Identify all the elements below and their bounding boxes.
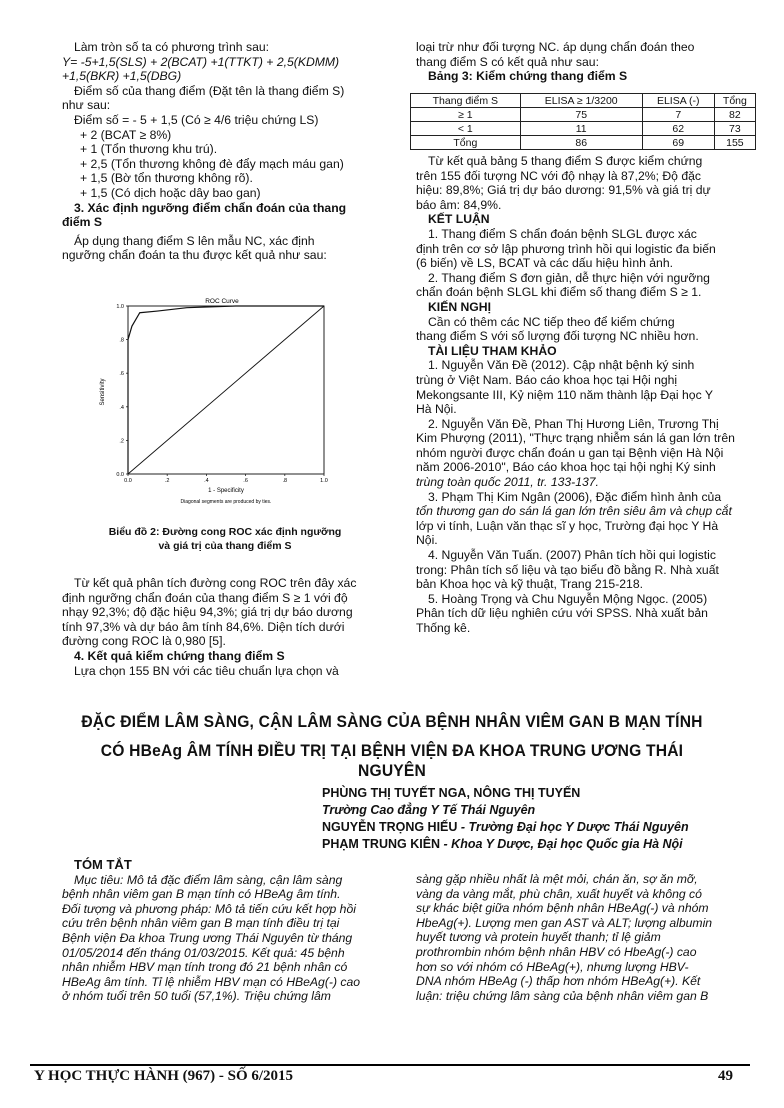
chart-title: ROC Curve xyxy=(205,298,239,305)
table-header-cell: Thang điểm S xyxy=(411,94,521,108)
abstract-line: sàng gặp nhiều nhất là mệt mỏi, chán ăn, sợ ăn mỡ, xyxy=(416,872,698,886)
text-line: + 1,5 (Bờ tổn thương không rõ). xyxy=(80,171,253,186)
abstract-line: hơn so với nhóm có HBeAg(+), nhưng lượng HBV- xyxy=(416,959,689,974)
text-line: đường cong ROC là 0,980 [5]. xyxy=(62,634,226,649)
table-cell: 11 xyxy=(520,122,642,136)
y-axis-label: Sensitivity xyxy=(100,378,106,406)
reference-line: năm 2006-2010", Báo cáo khoa học tại hội nghị Ký sinh xyxy=(416,460,716,475)
table-header-row xyxy=(411,94,756,108)
abstract-line: Đối tượng và phương pháp: Mô tả tiến cứu kết hợp hồi xyxy=(62,901,356,916)
page-number: 49 xyxy=(718,1068,733,1084)
table-row xyxy=(411,136,756,150)
author-name: PHÙNG THỊ TUYẾT NGA, NÔNG THỊ TUYẾN xyxy=(322,786,581,800)
x-tick-label: 1.0 xyxy=(320,478,328,484)
section-heading: KẾT LUẬN xyxy=(428,212,490,227)
table-cell: Tổng xyxy=(411,136,521,150)
table-cell: 73 xyxy=(714,122,755,136)
abstract-line: nhân nhiễm HBV mạn tính trong đó 21 bệnh nhân có xyxy=(62,960,348,975)
reference-line: 4. Nguyễn Văn Tuấn. (2007) Phân tích hồi qui logistic xyxy=(428,548,716,563)
reference-line: Hà Nội. xyxy=(416,402,457,417)
table-cell: 7 xyxy=(642,108,714,122)
author-name: PHẠM TRUNG KIÊN xyxy=(322,837,441,851)
equation-line: +1,5(BKR) +1,5(DBG) xyxy=(62,69,182,84)
abstract-heading: TÓM TẮT xyxy=(74,857,132,872)
abstract-line: 01/05/2014 đến tháng 01/03/2015. Kết quả: 45 bệnh xyxy=(62,945,345,960)
reference-line: Thống kê. xyxy=(416,621,471,635)
text-line: + 1 (Tổn thương khu trú). xyxy=(80,142,218,157)
x-tick-label: .8 xyxy=(282,478,288,484)
reference-line: Kim Phượng (2011), "Thực trạng nhiễm sán lá gan lớn trên xyxy=(416,431,735,446)
reference-line: 2. Nguyễn Văn Đề, Phan Thị Hương Liên, Trương Thị xyxy=(428,416,719,431)
text-line: nhạy 92,3%; độ đặc hiệu 94,3%; giá trị dự báo dương xyxy=(62,605,353,620)
text-line: Áp dụng thang điểm S lên mẫu NC, xác định xyxy=(74,233,315,248)
abstract-line: vàng da vàng mắt, phù chân, xuất huyết và không có xyxy=(416,886,702,901)
table-cell: 62 xyxy=(642,122,714,136)
roc-chart xyxy=(92,296,342,508)
text-line: trên 155 đối tượng NC với độ nhạy là 87,2%; Độ đặc xyxy=(416,168,701,183)
x-tick-label: .6 xyxy=(243,478,248,484)
x-axis-label: 1 - Specificity xyxy=(208,488,244,494)
section-heading: KIẾN NGHỊ xyxy=(428,299,491,314)
table-header-cell: ELISA (-) xyxy=(642,94,714,108)
reference-line: 1. Nguyễn Văn Đề (2012). Cập nhật bệnh ký sinh xyxy=(428,358,695,373)
left-column-top xyxy=(62,40,390,263)
section-heading: điểm S xyxy=(62,215,102,230)
table-cell: < 1 xyxy=(411,122,521,136)
table-cell: 82 xyxy=(714,108,755,122)
text-line: Điểm số = - 5 + 1,5 (Có ≥ 4/6 triệu chứng LS) xyxy=(74,112,319,127)
abstract-line: ở nhóm tuổi trên 50 tuổi (57,1%). Triệu chứng lâm xyxy=(62,989,331,1004)
reference-line: Nội. xyxy=(416,533,438,548)
author-affiliation: - Trường Đại học Y Dược Thái Nguyên xyxy=(457,820,689,834)
text-line: Điểm số của thang điểm (Đặt tên là thang điểm S) xyxy=(74,83,345,98)
text-line: ngưỡng chẩn đoán ta thu được kết quả như sau: xyxy=(62,248,327,263)
text-line: loại trừ như đối tượng NC. áp dụng chẩn đoán theo xyxy=(416,40,695,54)
text-line: 2. Thang điểm S đơn giản, dễ thực hiện với ngưỡng xyxy=(428,270,710,285)
text-line: Từ kết quả bảng 5 thang điểm S được kiểm chứng xyxy=(428,154,703,168)
abstract-line: bệnh nhân viêm gan B mạn tính có HBeAg âm tính. xyxy=(62,887,341,902)
text-line: + 2,5 (Tổn thương không đè đẩy mạch máu gan) xyxy=(80,156,344,171)
text-line: thang điểm S với số lượng đối tượng NC nhiều hơn. xyxy=(416,329,699,344)
reference-line: lớp vi tính, Luận văn thạc sĩ y học, Trường đại học Y Hà xyxy=(416,518,719,533)
table-header-cell: ELISA ≥ 1/3200 xyxy=(520,94,642,108)
author-affiliation: Trường Cao đẳng Y Tế Thái Nguyên xyxy=(322,803,536,817)
article-title-line: CÓ HBeAg ÂM TÍNH ĐIỀU TRỊ TẠI BỆNH VIỆN ĐA KHOA TRUNG ƯƠNG THÁI NGUYÊN xyxy=(100,741,684,780)
table-cell: ≥ 1 xyxy=(411,108,521,122)
right-column-intro xyxy=(416,40,752,84)
left-column-bottom xyxy=(62,576,390,678)
abstract-line: luận: triệu chứng lâm sàng của bệnh nhân viêm gan B xyxy=(416,988,709,1003)
text-line: tính 97,3% và dự báo âm tính 84,6%. Diện tích dưới xyxy=(62,619,345,634)
abstract-right xyxy=(416,872,752,1003)
reference-line: bản Khoa học và kỹ thuật, Trang 215-218. xyxy=(416,577,643,592)
text-line: + 1,5 (Có dịch hoặc dây bao gan) xyxy=(80,185,261,200)
abstract-left xyxy=(62,858,390,1004)
text-line: chẩn đoán bệnh SLGL khi điểm số thang điểm S ≥ 1. xyxy=(416,285,702,300)
right-column-body xyxy=(416,154,752,636)
text-line: Cần có thêm các NC tiếp theo để kiểm chứng xyxy=(428,314,675,329)
reference-line: tổn thương gan do sán lá gan lớn trên siêu âm và chụp cắt xyxy=(416,504,732,519)
text-line: 1. Thang điểm S chẩn đoán bệnh SLGL được xác xyxy=(428,226,697,241)
author-name: NGUYỄN TRỌNG HIẾU xyxy=(322,820,458,834)
reference-line: trong: Phân tích số liệu và tạo biểu đồ bằng R. Nhà xuất xyxy=(416,562,719,577)
x-tick-label: 0.0 xyxy=(124,478,132,484)
equation-line: Y= -5+1,5(SLS) + 2(BCAT) +1(TTKT) + 2,5(KDMM) xyxy=(62,54,340,69)
section-heading: TÀI LIỆU THAM KHẢO xyxy=(428,343,557,358)
table-cell: 155 xyxy=(714,136,755,150)
abstract-line: HBeAg âm tính. Tỉ lệ nhiễm HBV mạn có HBeAg(-) cao xyxy=(62,974,361,989)
abstract-line: cứu trên bệnh nhân viêm gan B mạn tính điều trị tại xyxy=(62,916,340,931)
abstract-line: sự khác biệt giữa nhóm bệnh nhân HBeAg(-) và nhóm xyxy=(416,901,709,916)
journal-name: Y HỌC THỰC HÀNH (967) - SỐ 6/2015 xyxy=(34,1068,294,1084)
footer-rule xyxy=(30,1064,750,1066)
reference-line: Mekongsante III, Kỷ niệm 110 năm thành lập Đại học Y xyxy=(416,387,713,402)
caption-line: và giá trị của thang điểm S xyxy=(158,540,292,552)
abstract-line: DNA nhóm HBeAg (-) thấp hơn nhóm HBeAg(+). Kết xyxy=(416,974,701,989)
reference-line: nhóm người được chẩn đoán u gan tại Bệnh viện Hà Nội xyxy=(416,445,724,460)
author-affiliation: - Khoa Y Dược, Đại học Quốc gia Hà Nội xyxy=(440,837,683,851)
text-line: Làm tròn số ta có phương trình sau: xyxy=(74,40,270,54)
article-title-line: ĐẶC ĐIỂM LÂM SÀNG, CẬN LÂM SÀNG CỦA BỆNH NHÂN VIÊM GAN B MẠN TÍNH xyxy=(81,712,703,731)
text-line: (6 biến) về LS, BCAT và các dấu hiệu hình ảnh. xyxy=(416,256,673,271)
caption-line: Biểu đồ 2: Đường cong ROC xác định ngưỡng xyxy=(108,526,342,538)
text-line: như sau: xyxy=(62,98,111,113)
figure-caption xyxy=(90,525,360,553)
section-heading: 3. Xác định ngưỡng điểm chẩn đoán của thang xyxy=(74,200,347,215)
table-cell: 69 xyxy=(642,136,714,150)
y-tick-label: .4 xyxy=(119,404,124,411)
x-tick-label: .4 xyxy=(204,478,209,484)
text-line: + 2 (BCAT ≥ 8%) xyxy=(80,127,172,142)
validation-table xyxy=(410,93,756,150)
table-row xyxy=(411,122,756,136)
text-line: định ngưỡng chẩn đoán của thang điểm S ≥ 1 với độ xyxy=(62,590,348,605)
reference-line: trùng ở Việt Nam. Báo cáo khoa học tại Hội nghị xyxy=(416,372,678,387)
table-row xyxy=(411,108,756,122)
table-cell: 75 xyxy=(520,108,642,122)
text-line: hiệu: 89,8%; Giá trị dự báo dương: 91,5% và giá trị dự xyxy=(416,183,711,198)
abstract-line: prothrombin nhóm bệnh nhân HBV có HbeAg(-) cao xyxy=(416,944,697,959)
abstract-line: Bệnh viện Đa khoa Trung ương Thái Nguyên từ tháng xyxy=(62,930,353,945)
reference-line: trùng toàn quốc 2011, tr. 133-137. xyxy=(416,475,599,490)
table-title: Bảng 3: Kiểm chứng thang điểm S xyxy=(428,69,628,84)
section-heading: 4. Kết quả kiểm chứng thang điểm S xyxy=(74,648,285,663)
abstract-line: Mục tiêu: Mô tả đặc điểm lâm sàng, cận lâm sàng xyxy=(74,872,343,887)
reference-diagonal-line xyxy=(128,306,324,474)
text-line: thang điểm S có kết quả như sau: xyxy=(416,54,599,69)
text-line: báo âm: 84,9%. xyxy=(416,197,502,212)
author-block xyxy=(322,785,762,853)
y-tick-label: 1.0 xyxy=(116,304,124,310)
reference-line: Phân tích dữ liệu nghiên cứu với SPSS. Nhà xuất bản xyxy=(416,606,708,621)
text-line: định trên cơ sở lập phương trình hồi qui logistic đa biến xyxy=(416,241,716,256)
y-tick-label: 0.0 xyxy=(116,472,124,478)
y-tick-label: .6 xyxy=(119,371,124,378)
abstract-line: huyết tương và protein huyết thanh; tỉ lệ giảm xyxy=(416,930,661,945)
table-header-cell: Tổng xyxy=(714,94,755,108)
text-line: Từ kết quả phân tích đường cong ROC trên đây xác xyxy=(74,576,357,590)
y-tick-label: .2 xyxy=(119,438,124,445)
chart-footnote: Diagonal segments are produced by ties. xyxy=(180,499,272,505)
table-cell: 86 xyxy=(520,136,642,150)
abstract-line: HbeAg(+). Lượng men gan AST và ALT; lượng albumin xyxy=(416,915,713,930)
y-tick-label: .8 xyxy=(119,337,124,344)
reference-line: 5. Hoàng Trọng và Chu Nguyễn Mộng Ngọc. (2005) xyxy=(428,591,708,606)
x-tick-label: .2 xyxy=(164,478,170,484)
text-line: Lựa chọn 155 BN với các tiêu chuẩn lựa chọn và xyxy=(74,663,339,678)
reference-line: 3. Phạm Thị Kim Ngân (2006), Đặc điểm hình ảnh của xyxy=(428,489,722,504)
